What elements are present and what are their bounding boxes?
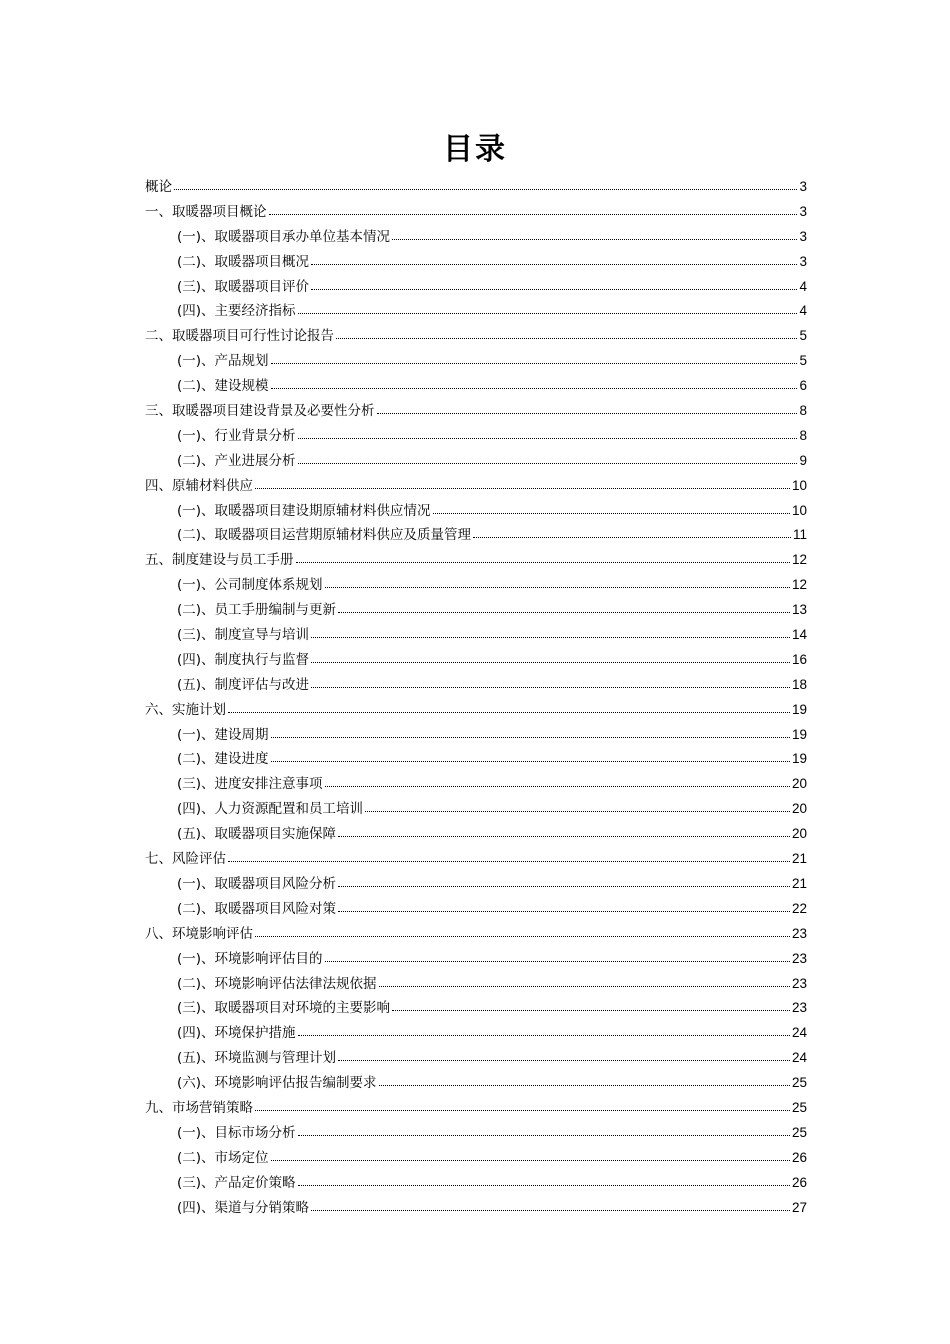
- toc-subentry[interactable]: [145, 673, 807, 698]
- toc-page-number: 12: [791, 577, 807, 593]
- toc-subentry[interactable]: [145, 822, 807, 847]
- toc-entry-label: (一)、取暖器项目风险分析: [177, 875, 337, 892]
- toc-entry[interactable]: [145, 324, 807, 349]
- toc-subentry[interactable]: [145, 947, 807, 972]
- toc-subentry[interactable]: [145, 349, 807, 374]
- toc-page-number: 20: [791, 801, 807, 817]
- dot-leader: [433, 499, 790, 514]
- toc-entry-label: (四)、渠道与分销策略: [177, 1199, 310, 1216]
- toc-page-number: 10: [791, 477, 807, 493]
- dot-leader: [379, 972, 790, 987]
- toc-subentry[interactable]: [145, 897, 807, 922]
- toc-entry-label: (六)、环境影响评估报告编制要求: [177, 1075, 377, 1092]
- toc-page-number: 6: [799, 378, 807, 394]
- toc-page-number: 13: [791, 602, 807, 618]
- toc-page-number: 19: [791, 701, 807, 717]
- dot-leader: [271, 1146, 790, 1161]
- toc-page-number: 23: [791, 925, 807, 941]
- toc-page-number: 23: [791, 1000, 807, 1016]
- toc-page-number: 25: [791, 1075, 807, 1091]
- toc-entry-label: (一)、公司制度体系规划: [177, 577, 323, 594]
- toc-subentry[interactable]: [145, 225, 807, 250]
- dot-leader: [338, 897, 790, 912]
- dot-leader: [271, 747, 790, 762]
- toc-entry-label: (二)、市场定位: [177, 1149, 269, 1166]
- toc-page-number: 5: [799, 328, 807, 344]
- toc-page-number: 3: [799, 253, 807, 269]
- toc-subentry[interactable]: [145, 573, 807, 598]
- toc-entry-label: 一、取暖器项目概论: [145, 203, 267, 220]
- toc-page-number: 21: [791, 851, 807, 867]
- toc-entry-label: (四)、制度执行与监督: [177, 651, 310, 668]
- toc-page-number: 23: [791, 950, 807, 966]
- dot-leader: [325, 573, 790, 588]
- toc-page-number: 3: [799, 228, 807, 244]
- toc-page-number: 9: [799, 452, 807, 468]
- toc-page-number: 14: [791, 627, 807, 643]
- toc-subentry[interactable]: [145, 250, 807, 275]
- toc-page-number: 19: [791, 726, 807, 742]
- toc-entry-label: (二)、产业进展分析: [177, 452, 296, 469]
- toc-page-number: 4: [799, 303, 807, 319]
- toc-entry[interactable]: [145, 399, 807, 424]
- toc-subentry[interactable]: [145, 623, 807, 648]
- dot-leader: [296, 548, 790, 563]
- toc-subentry[interactable]: [145, 1071, 807, 1096]
- toc-entry-label: (二)、环境影响评估法律法规依据: [177, 975, 377, 992]
- toc-subentry[interactable]: [145, 499, 807, 524]
- toc-subentry[interactable]: [145, 1171, 807, 1196]
- dot-leader: [338, 822, 790, 837]
- toc-entry-label: (二)、建设规模: [177, 378, 269, 395]
- toc-page-number: 12: [791, 552, 807, 568]
- dot-leader: [377, 399, 798, 414]
- toc-entry[interactable]: [145, 698, 807, 723]
- toc-entry-label: (一)、行业背景分析: [177, 427, 296, 444]
- toc-subentry[interactable]: [145, 872, 807, 897]
- toc-page-number: 26: [791, 1149, 807, 1165]
- toc-subentry[interactable]: [145, 1146, 807, 1171]
- dot-leader: [298, 449, 798, 464]
- toc-subentry[interactable]: [145, 1021, 807, 1046]
- toc-entry-label: 三、取暖器项目建设背景及必要性分析: [145, 403, 375, 420]
- toc-subentry[interactable]: [145, 275, 807, 300]
- toc-entry-label: 八、环境影响评估: [145, 925, 253, 942]
- toc-entry[interactable]: [145, 922, 807, 947]
- dot-leader: [298, 1121, 790, 1136]
- toc-entry-label: (三)、取暖器项目对环境的主要影响: [177, 1000, 391, 1017]
- toc-page-number: 16: [791, 651, 807, 667]
- toc-subentry[interactable]: [145, 723, 807, 748]
- dot-leader: [379, 1071, 790, 1086]
- toc-entry[interactable]: [145, 474, 807, 499]
- dot-leader: [255, 474, 790, 489]
- toc-subentry[interactable]: [145, 1121, 807, 1146]
- toc-entry-label: (一)、建设周期: [177, 726, 269, 743]
- toc-page-number: 8: [799, 427, 807, 443]
- toc-entry-label: (二)、取暖器项目运营期原辅材料供应及质量管理: [177, 527, 472, 544]
- dot-leader: [311, 623, 790, 638]
- dot-leader: [392, 225, 797, 240]
- toc-entry-label: (三)、产品定价策略: [177, 1174, 296, 1191]
- toc-page-number: 25: [791, 1099, 807, 1115]
- toc-entry-label: 九、市场营销策略: [145, 1099, 253, 1116]
- toc-subentry[interactable]: [145, 374, 807, 399]
- dot-leader: [338, 1046, 790, 1061]
- dot-leader: [298, 424, 798, 439]
- toc-entry-label: 六、实施计划: [145, 701, 226, 718]
- toc-entry-label: (五)、环境监测与管理计划: [177, 1050, 337, 1067]
- toc-page-number: 24: [791, 1025, 807, 1041]
- toc-page-number: 5: [799, 353, 807, 369]
- toc-entry-label: (三)、进度安排注意事项: [177, 776, 323, 793]
- toc-entry-label: (二)、取暖器项目概况: [177, 253, 310, 270]
- toc-page-number: 21: [791, 875, 807, 891]
- toc-entry-label: 五、制度建设与员工手册: [145, 552, 294, 569]
- toc-page-number: 3: [799, 179, 807, 194]
- dot-leader: [311, 673, 790, 688]
- toc-entry[interactable]: [145, 548, 807, 573]
- dot-leader: [325, 947, 790, 962]
- dot-leader: [271, 374, 798, 389]
- toc-entry-label: (三)、制度宣导与培训: [177, 627, 310, 644]
- dot-leader: [271, 349, 798, 364]
- toc-subentry[interactable]: [145, 424, 807, 449]
- toc-page-number: 25: [791, 1124, 807, 1140]
- dot-leader: [228, 847, 790, 862]
- toc-entry-label: 二、取暖器项目可行性讨论报告: [145, 328, 334, 345]
- dot-leader: [271, 723, 790, 738]
- dot-leader: [338, 598, 790, 613]
- toc-page-number: 20: [791, 826, 807, 842]
- toc-subentry[interactable]: [145, 772, 807, 797]
- toc-subentry[interactable]: [145, 449, 807, 474]
- toc-subentry[interactable]: [145, 972, 807, 997]
- toc-page-number: 4: [799, 278, 807, 294]
- dot-leader: [255, 1096, 790, 1111]
- dot-leader: [325, 772, 790, 787]
- dot-leader: [392, 996, 790, 1011]
- dot-leader: [473, 523, 791, 538]
- toc-page-number: 18: [791, 676, 807, 692]
- toc-page-number: 26: [791, 1174, 807, 1190]
- toc-entry-label: (五)、制度评估与改进: [177, 676, 310, 693]
- table-of-contents: [145, 175, 807, 1220]
- toc-page-number: 20: [791, 776, 807, 792]
- toc-entry[interactable]: [145, 175, 807, 200]
- toc-entry-label: (五)、取暖器项目实施保障: [177, 826, 337, 843]
- toc-entry-label: 七、风险评估: [145, 851, 226, 868]
- toc-subentry[interactable]: [145, 648, 807, 673]
- dot-leader: [365, 797, 790, 812]
- toc-subentry[interactable]: [145, 299, 807, 324]
- toc-subentry[interactable]: [145, 1046, 807, 1071]
- toc-page-number: 19: [791, 751, 807, 767]
- toc-entry-label: (四)、主要经济指标: [177, 303, 296, 320]
- toc-entry[interactable]: [145, 200, 807, 225]
- toc-page-number: 8: [799, 403, 807, 419]
- toc-page-number: 24: [791, 1050, 807, 1066]
- toc-subentry[interactable]: [145, 996, 807, 1021]
- dot-leader: [311, 1196, 790, 1211]
- toc-subentry[interactable]: [145, 797, 807, 822]
- toc-subentry[interactable]: [145, 747, 807, 772]
- dot-leader: [298, 1021, 790, 1036]
- toc-entry-label: (一)、产品规划: [177, 353, 269, 370]
- toc-subentry[interactable]: [145, 523, 807, 548]
- dot-leader: [269, 200, 798, 215]
- dot-leader: [174, 175, 797, 190]
- toc-entry-label: 四、原辅材料供应: [145, 477, 253, 494]
- toc-entry[interactable]: [145, 1096, 807, 1121]
- dot-leader: [311, 648, 790, 663]
- toc-entry-label: 概论: [145, 179, 172, 195]
- toc-entry-label: (二)、取暖器项目风险对策: [177, 900, 337, 917]
- toc-page-number: 10: [791, 502, 807, 518]
- dot-leader: [311, 275, 797, 290]
- toc-page-number: 11: [792, 527, 807, 543]
- dot-leader: [311, 250, 797, 265]
- dot-leader: [255, 922, 790, 937]
- page-title: 目录: [443, 132, 507, 167]
- toc-entry-label: (一)、目标市场分析: [177, 1124, 296, 1141]
- dot-leader: [228, 698, 790, 713]
- toc-page-number: 23: [791, 975, 807, 991]
- toc-entry-label: (四)、环境保护措施: [177, 1025, 296, 1042]
- toc-entry-label: (四)、人力资源配置和员工培训: [177, 801, 364, 818]
- toc-page-number: 22: [791, 900, 807, 916]
- toc-entry-label: (三)、取暖器项目评价: [177, 278, 310, 295]
- dot-leader: [298, 299, 798, 314]
- dot-leader: [298, 1171, 790, 1186]
- toc-subentry[interactable]: [145, 1196, 807, 1221]
- toc-entry-label: (一)、取暖器项目建设期原辅材料供应情况: [177, 502, 431, 519]
- toc-entry-label: (一)、环境影响评估目的: [177, 950, 323, 967]
- dot-leader: [336, 324, 797, 339]
- toc-entry-label: (二)、建设进度: [177, 751, 269, 768]
- toc-entry-label: (一)、取暖器项目承办单位基本情况: [177, 228, 391, 245]
- dot-leader: [338, 872, 790, 887]
- toc-entry-label: (二)、员工手册编制与更新: [177, 602, 337, 619]
- toc-page-number: 27: [791, 1199, 807, 1215]
- toc-entry[interactable]: [145, 847, 807, 872]
- toc-subentry[interactable]: [145, 598, 807, 623]
- toc-page-number: 3: [799, 203, 807, 219]
